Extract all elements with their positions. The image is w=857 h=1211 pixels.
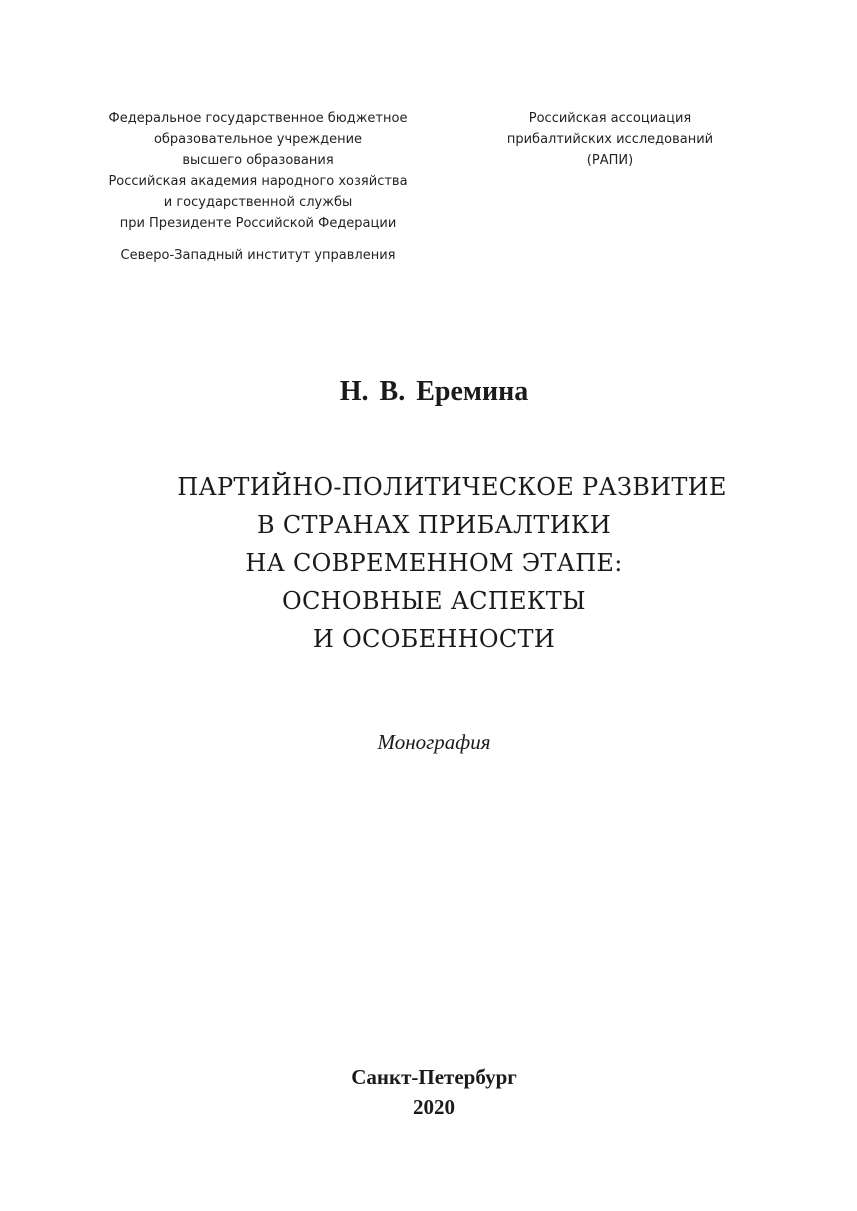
imprint xyxy=(0,1062,857,1122)
publisher-line: Федеральное государственное бюджетное xyxy=(108,111,408,126)
title-line: ПАРТИЙНО-ПОЛИТИЧЕСКОЕ РАЗВИТИЕ xyxy=(177,473,727,501)
author-name: Н. В. Еремина xyxy=(339,376,529,407)
imprint-city: Санкт-Петербург xyxy=(351,1065,517,1089)
title-line: ОСНОВНЫЕ АСПЕКТЫ xyxy=(282,587,586,615)
association-line: прибалтийских исследований xyxy=(506,132,714,147)
publisher-block-right xyxy=(470,108,750,171)
title-line: В СТРАНАХ ПРИБАЛТИКИ xyxy=(256,511,612,539)
book-title xyxy=(0,468,857,658)
publisher-line: при Президенте Российской Федерации xyxy=(119,216,397,231)
association-line: (РАПИ) xyxy=(586,153,634,168)
publisher-line: Российская академия народного хозяйства xyxy=(108,174,408,189)
imprint-year: 2020 xyxy=(413,1095,455,1119)
publisher-line: образовательное учреждение xyxy=(153,132,363,147)
publisher-block-left xyxy=(88,108,428,266)
title-line: НА СОВРЕМЕННОМ ЭТАПЕ: xyxy=(245,549,623,577)
institute-name: Северо-Западный институт управления xyxy=(120,248,396,263)
genre-label: Монография xyxy=(377,730,491,754)
association-line: Российская ассоциация xyxy=(528,111,692,126)
publisher-line: высшего образования xyxy=(182,153,334,168)
publisher-line: и государственной службы xyxy=(163,195,353,210)
title-line: И ОСОБЕННОСТИ xyxy=(312,625,556,653)
